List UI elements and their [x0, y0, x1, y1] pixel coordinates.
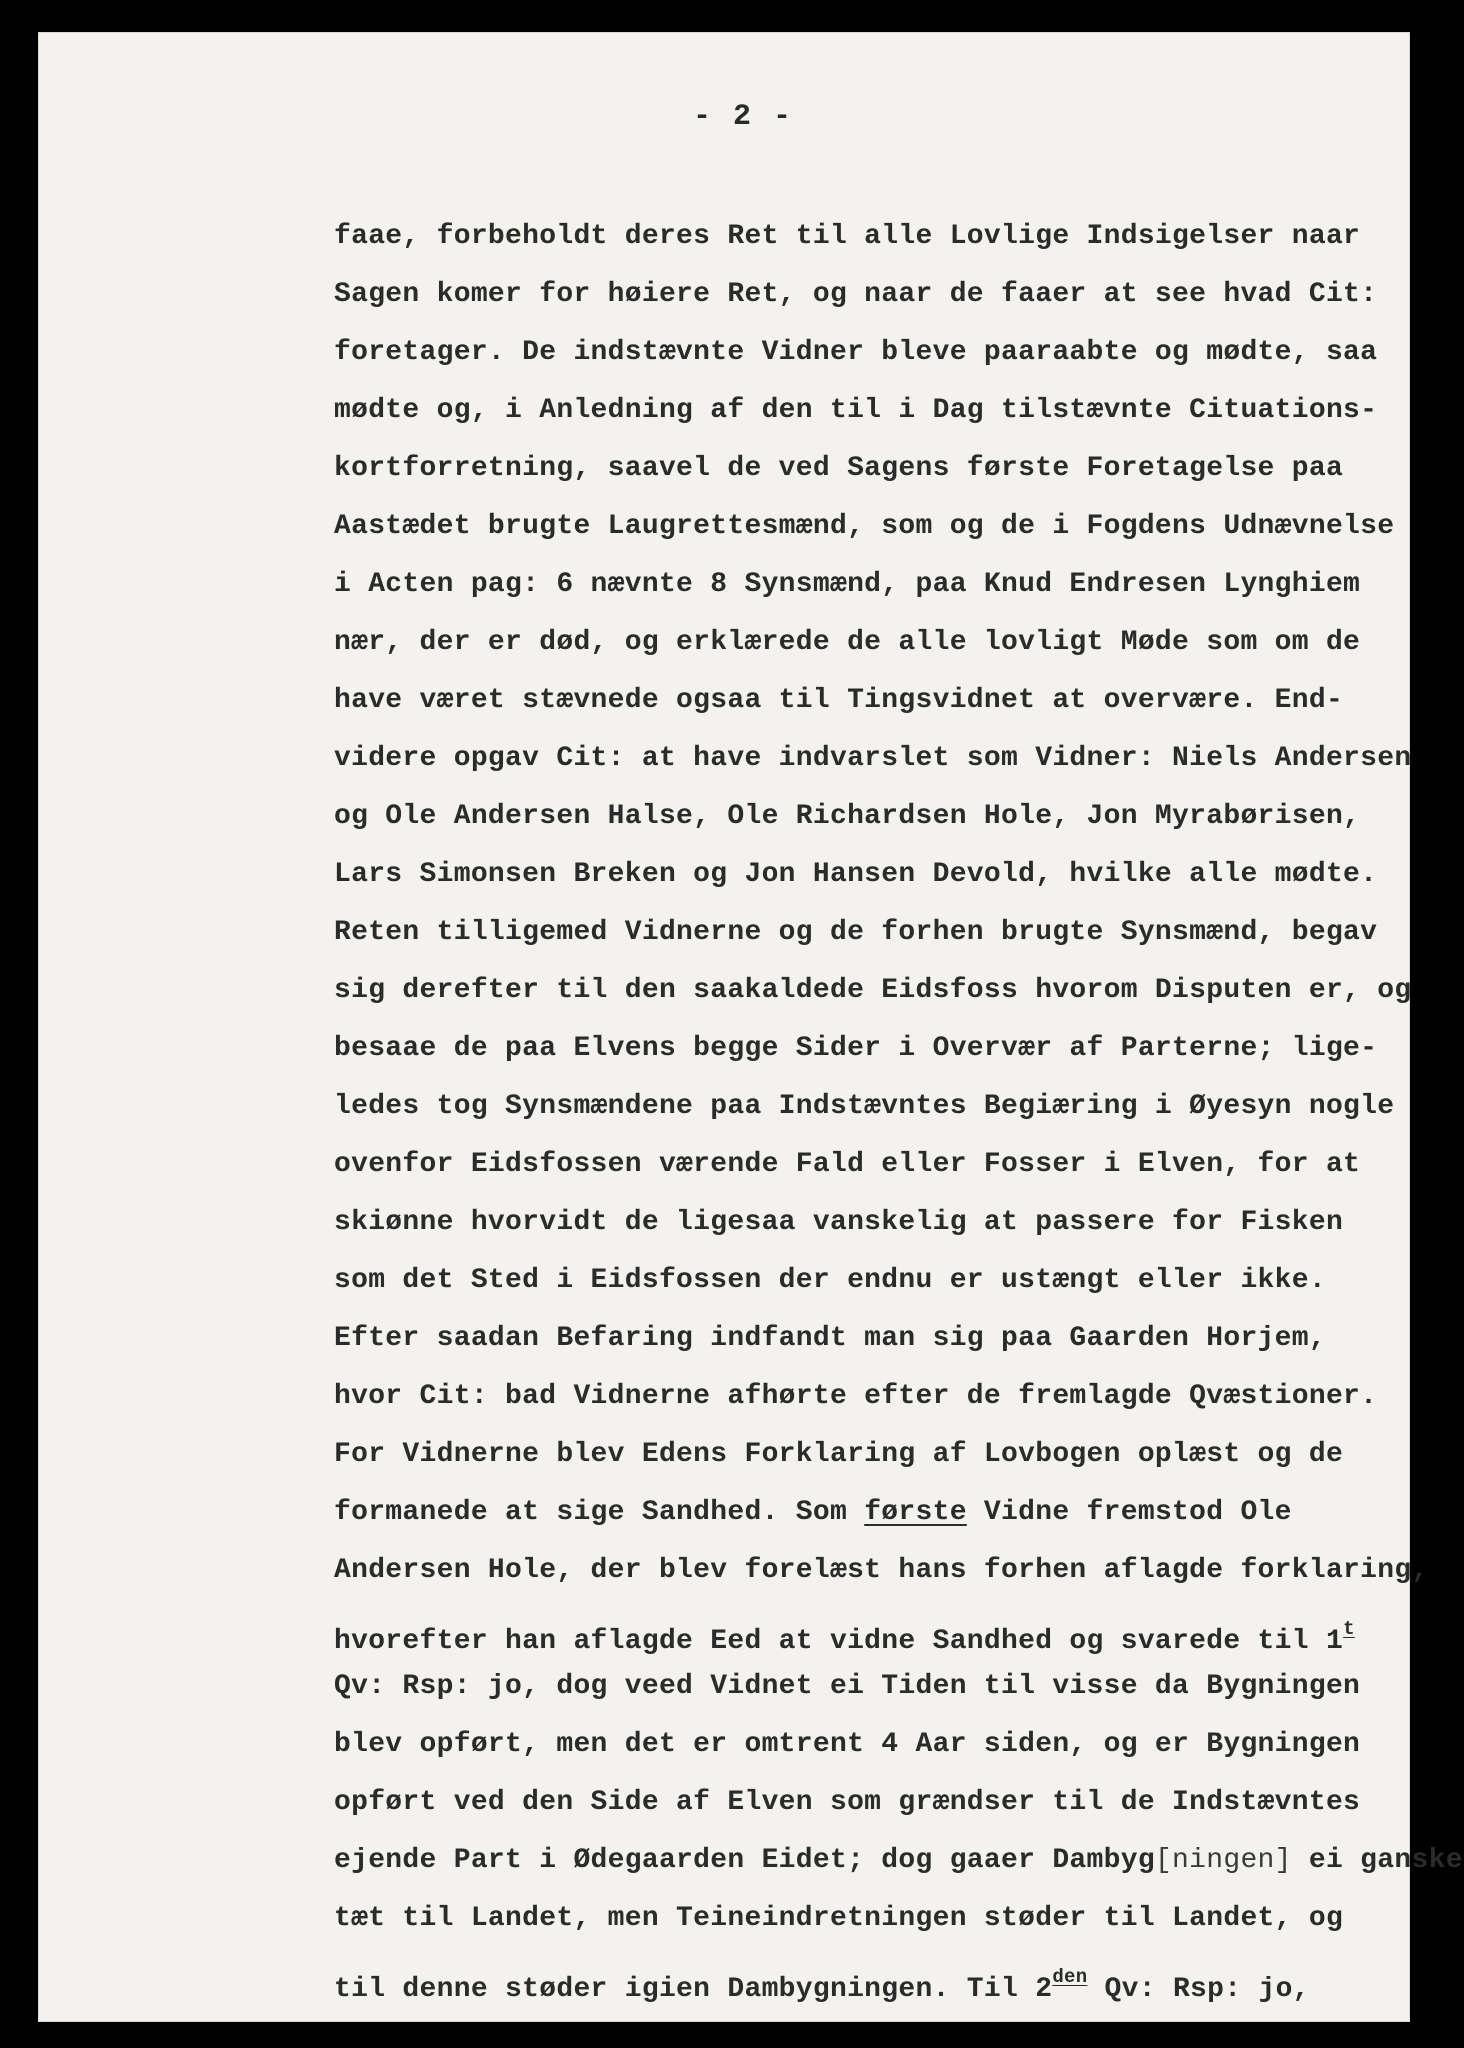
text-line: Aastædet brugte Laugrettesmænd, som og de i Fogdens Udnævnelse [334, 511, 1395, 542]
text-line: Andersen Hole, der blev forelæst hans forhen aflagde forklaring, [334, 1555, 1429, 1586]
text-segment: Vidne fremstod Ole [966, 1497, 1292, 1528]
text-segment: ei ganske [1291, 1845, 1463, 1876]
text-line: blev opført, men det er omtrent 4 Aar siden, og er Bygningen [334, 1729, 1361, 1760]
superscript: den [1052, 1966, 1088, 1988]
text-line: tæt til Landet, men Teineindretningen støder til Landet, og [334, 1903, 1344, 1934]
text-line: For Vidnerne blev Edens Forklaring af Lovbogen oplæst og de [334, 1439, 1344, 1470]
text-line [334, 1948, 1464, 2006]
text-line: besaae de paa Elvens begge Sider i Overvær af Parterne; lige- [334, 1033, 1378, 1064]
text-line: skiønne hvorvidt de ligesaa vanskelig at passere for Fisken [334, 1207, 1344, 1238]
text-line: nær, der er død, og erklærede de alle lovligt Møde som om de [334, 627, 1361, 658]
text-line: hvor Cit: bad Vidnerne afhørte efter de fremlagde Qvæstioner. [334, 1381, 1378, 1412]
text-line: Sagen komer for høiere Ret, og naar de faaer at see hvad Cit: [334, 279, 1378, 310]
text-line: Lars Simonsen Breken og Jon Hansen Devold, hvilke alle mødte. [334, 859, 1378, 890]
text-line: sig derefter til den saakaldede Eidsfoss hvorom Disputen er, og [334, 975, 1412, 1006]
text-line: mødte og, i Anledning af den til i Dag tilstævnte Cituations- [334, 395, 1378, 426]
text-line: ovenfor Eidsfossen værende Fald eller Fosser i Elven, for at [334, 1149, 1361, 1180]
text-segment: Qv: Rsp: jo, [1087, 1974, 1310, 2005]
text-segment: til denne støder igien Dambygningen. Til 2 [334, 1974, 1053, 2005]
text-line: kortforretning, saavel de ved Sagens første Foretagelse paa [334, 453, 1344, 484]
text-line: Qv: Rsp: jo, dog veed Vidnet ei Tiden til visse da Bygningen [334, 1671, 1361, 1702]
superscript: t [1343, 1618, 1355, 1640]
text-line [334, 1832, 1464, 1890]
text-line: som det Sted i Eidsfossen der endnu er ustængt eller ikke. [334, 1265, 1326, 1296]
text-line: faae, forbeholdt deres Ret til alle Lovlige Indsigelser naar [334, 221, 1361, 252]
page-number: - 2 - [693, 100, 794, 134]
text-segment: ejende Part i Ødegaarden Eidet; dog gaaer Dambyg [334, 1845, 1155, 1876]
text-line: foretager. De indstævnte Vidner bleve paaraabte og mødte, saa [334, 337, 1378, 368]
underlined-word: første [864, 1497, 967, 1528]
text-segment: formanede at sige Sandhed. Som [334, 1497, 865, 1528]
text-line: Reten tilligemed Vidnerne og de forhen brugte Synsmænd, begav [334, 917, 1378, 948]
text-line: i Acten pag: 6 nævnte 8 Synsmænd, paa Knud Endresen Lynghiem [334, 569, 1361, 600]
text-line [334, 1484, 1464, 1542]
bracketed-insertion: [ningen] [1154, 1845, 1292, 1876]
text-line [334, 1600, 1464, 1658]
document-page [38, 32, 1463, 2022]
document-body [334, 208, 1464, 2006]
text-line: ledes tog Synsmændene paa Indstævntes Begiæring i Øyesyn nogle [334, 1091, 1395, 1122]
text-line: opført ved den Side af Elven som grændser til de Indstævntes [334, 1787, 1361, 1818]
text-line: videre opgav Cit: at have indvarslet som Vidner: Niels Andersen [334, 743, 1412, 774]
text-line: Efter saadan Befaring indfandt man sig paa Gaarden Horjem, [334, 1323, 1326, 1354]
text-segment: hvorefter han aflagde Eed at vidne Sandhed og svarede til 1 [334, 1626, 1344, 1657]
text-line: og Ole Andersen Halse, Ole Richardsen Hole, Jon Myrabørisen, [334, 801, 1361, 832]
text-line: have været stævnede ogsaa til Tingsvidnet at overvære. End- [334, 685, 1344, 716]
